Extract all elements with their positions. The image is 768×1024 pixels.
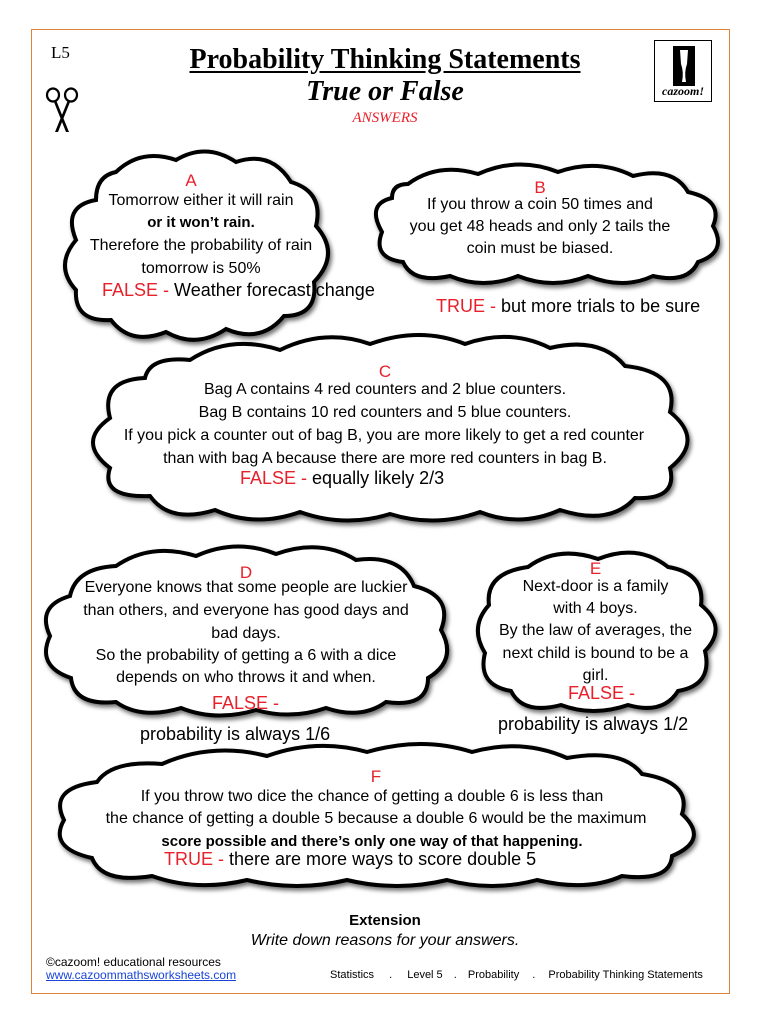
statement-f-reason: there are more ways to score double 5 <box>229 849 537 869</box>
statement-e-line5: girl. <box>582 667 609 684</box>
statement-c-line1: Bag A contains 4 red counters and 2 blue counters. <box>203 381 567 398</box>
statement-c-line2: Bag B contains 10 red counters and 5 blue counters. <box>198 404 572 421</box>
statement-d-verdict: FALSE - <box>212 693 280 713</box>
logo-text: cazoom! <box>662 84 704 98</box>
statement-b-verdict: TRUE - <box>436 296 496 316</box>
footer-website-link[interactable]: www.cazoommathsworksheets.com <box>46 968 237 982</box>
logo-glyph-icon <box>673 46 695 86</box>
statement-a-reason: Weather forecast change <box>174 280 375 300</box>
statement-c-answer <box>240 468 444 489</box>
statement-e-line1: Next-door is a family <box>522 578 669 595</box>
breadcrumb-level: Level 5 <box>407 969 443 981</box>
statement-a-answer <box>102 280 375 301</box>
breadcrumb <box>330 969 703 981</box>
statement-d-line2: than others, and everyone has good days and <box>83 602 409 619</box>
statement-f-line3: score possible and there’s only one way of that happening. <box>161 833 583 850</box>
statement-b-letter: B <box>534 178 546 197</box>
statement-d-line5: depends on who throws it and when. <box>116 669 376 686</box>
statement-d-reason: probability is always 1/6 <box>140 724 331 744</box>
statement-e-letter: E <box>589 559 602 578</box>
statement-a-letter: A <box>185 171 197 190</box>
breadcrumb-separator: . <box>532 969 536 981</box>
level-label: L5 <box>51 43 70 62</box>
cazoom-logo <box>654 40 712 102</box>
extension-text: Write down reasons for your answers. <box>250 932 520 949</box>
statement-d-line1: Everyone knows that some people are luckier <box>84 579 408 596</box>
statement-a-line3: Therefore the probability of rain <box>89 237 313 254</box>
statement-b-line1: If you throw a coin 50 times and <box>427 196 653 213</box>
statement-c-letter: C <box>378 362 392 381</box>
statement-f-letter: F <box>370 767 382 786</box>
statement-e-line4: next child is bound to be a <box>502 645 689 662</box>
statement-b-answer <box>436 296 700 317</box>
breadcrumb-probability: Probability <box>467 969 520 981</box>
statement-f-line1: If you throw two dice the chance of getting a double 6 is less than <box>140 788 604 805</box>
statement-a-line2: or it won’t rain. <box>147 214 255 231</box>
statement-c-reason: equally likely 2/3 <box>312 468 445 488</box>
page-title: Probability Thinking Statements <box>189 44 581 75</box>
statement-f-verdict: TRUE - <box>164 849 224 869</box>
answers-label: ANSWERS <box>352 110 418 126</box>
statement-f-line2: the chance of getting a double 5 because a double 6 would be the maximum <box>105 810 647 827</box>
statement-d-line3: bad days. <box>211 625 281 642</box>
statement-a-verdict: FALSE - <box>102 280 170 300</box>
statement-e-verdict: FALSE - <box>568 683 636 703</box>
statement-e-line3: By the law of averages, the <box>499 622 692 639</box>
statement-b-reason: but more trials to be sure <box>501 296 701 316</box>
statement-e-line2: with 4 boys. <box>553 600 638 617</box>
statement-f-answer <box>164 849 536 870</box>
statement-b-line3: coin must be biased. <box>466 240 614 257</box>
scissors-icon <box>44 86 80 134</box>
statement-d-line4: So the probability of getting a 6 with a dice <box>95 647 397 664</box>
statement-e-reason: probability is always 1/2 <box>498 714 689 734</box>
statement-d-letter: D <box>239 563 253 582</box>
footer-copyright: ©cazoom! educational resources <box>46 955 221 969</box>
statement-b-line2: you get 48 heads and only 2 tails the <box>409 218 671 235</box>
statement-c-verdict: FALSE - <box>240 468 308 488</box>
statement-a-line1: Tomorrow either it will rain <box>108 192 294 209</box>
statement-c-line3: If you pick a counter out of bag B, you are more likely to get a red counter <box>123 427 645 444</box>
breadcrumb-statistics: Statistics <box>330 969 375 981</box>
statement-a-line4: tomorrow is 50% <box>141 260 261 277</box>
breadcrumb-topic: Probability Thinking Statements <box>548 969 703 981</box>
statement-c-line4: than with bag A because there are more red counters in bag B. <box>163 450 607 467</box>
breadcrumb-separator: . <box>453 969 457 981</box>
page-subtitle: True or False <box>306 76 464 107</box>
extension-heading: Extension <box>349 912 421 929</box>
breadcrumb-separator: . <box>389 969 393 981</box>
